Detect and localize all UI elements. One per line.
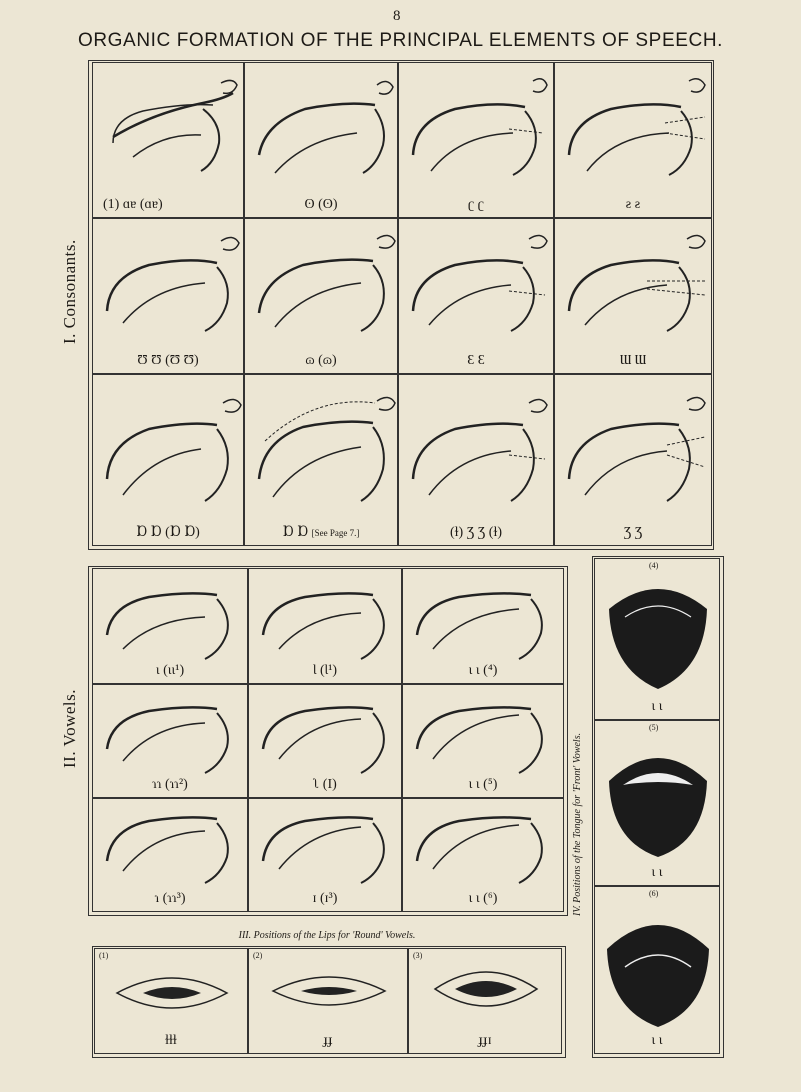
mouth-diagram — [555, 375, 713, 547]
see-page-note: [See Page 7.] — [311, 527, 360, 538]
consonant-caption-1: (1) ɑɐ (ɑɐ) — [103, 197, 163, 212]
mouth-diagram — [399, 63, 555, 219]
vowel-caption-4: ɿɿ (ɿɿ²) — [152, 777, 188, 792]
vowel-cell-5 — [248, 684, 402, 798]
lips-number-1: (1) — [99, 951, 109, 960]
section-label-consonants: I. Consonants. — [60, 239, 79, 344]
section-label-vowels: II. Vowels. — [60, 688, 79, 768]
tongue-number-1: (4) — [649, 561, 659, 570]
vowel-caption-1: ɩ (ɩɩ¹) — [155, 663, 185, 678]
vowel-cell-8 — [248, 798, 402, 912]
vowel-caption-5: ʅ (I) — [313, 777, 337, 792]
tongue-diagram — [595, 887, 721, 1055]
lips-caption: III. Positions of the Lips for 'Round' Vowels. — [238, 930, 416, 941]
consonant-caption-6: ɷ (ɷ) — [305, 353, 337, 368]
consonant-cell-8 — [554, 218, 712, 374]
vowel-cell-7 — [92, 798, 248, 912]
mouth-diagram — [399, 375, 555, 547]
vowel-cell-4 — [92, 684, 248, 798]
lips-label-2: ɟɟ — [323, 1033, 333, 1048]
lips-cell-1 — [94, 948, 248, 1054]
tongue-diagram — [595, 721, 721, 887]
mouth-diagram — [245, 63, 399, 219]
vowel-cell-9 — [402, 798, 564, 912]
consonant-caption-2: ʘ (ʘ) — [304, 197, 338, 212]
tongue-number-3: (6) — [649, 889, 659, 898]
page-title: ORGANIC FORMATION OF THE PRINCIPAL ELEMENTS OF SPEECH. — [77, 30, 724, 51]
consonant-cell-4 — [554, 62, 712, 218]
consonant-cell-1 — [92, 62, 244, 218]
consonant-caption-9: Ɒ Ɒ (Ɒ Ɒ) — [136, 525, 200, 540]
tongue-caption: IV. Positions of the Tongue for 'Front' Vowels. — [572, 732, 583, 916]
consonant-cell-3 — [398, 62, 554, 218]
vowel-cell-3 — [402, 568, 564, 684]
consonant-caption-3: ʗ ʗ — [468, 197, 484, 212]
mouth-diagram — [245, 375, 399, 547]
mouth-diagram — [555, 63, 713, 219]
consonant-cell-12 — [554, 374, 712, 546]
vowel-caption-3: ɩ ɩ (⁴) — [468, 663, 498, 678]
mouth-diagram — [245, 219, 399, 375]
vowel-cell-1 — [92, 568, 248, 684]
consonant-cell-2 — [244, 62, 398, 218]
tongue-cell-3 — [594, 886, 720, 1054]
mouth-diagram — [93, 63, 245, 219]
consonant-cell-11 — [398, 374, 554, 546]
vowel-caption-9: ɩ ɩ (⁶) — [468, 891, 498, 906]
tongue-label-1: ɩ ɩ — [651, 699, 663, 714]
lips-number-3: (3) — [413, 951, 423, 960]
consonant-cell-7 — [398, 218, 554, 374]
consonant-caption-12: Ʒ Ʒ — [623, 525, 643, 540]
lips-number-2: (2) — [253, 951, 263, 960]
page-number: 8 — [393, 8, 401, 24]
consonant-caption-4: ƨ ƨ — [625, 197, 641, 212]
tongue-label-3: ɩ ɩ — [651, 1033, 663, 1048]
tongue-number-2: (5) — [649, 723, 659, 732]
mouth-diagram — [93, 375, 245, 547]
consonant-caption-7: Ɛ Ɛ — [467, 353, 485, 368]
tongue-label-2: ɩ ɩ — [651, 865, 663, 880]
lips-cell-2 — [248, 948, 408, 1054]
vowel-caption-2: Ɩ (Ɩ¹) — [312, 663, 338, 678]
caption-text: Ɒ Ɒ — [282, 525, 309, 540]
consonant-cell-9 — [92, 374, 244, 546]
lips-label-1: ɫɫɫ — [165, 1033, 177, 1048]
tongue-cell-2 — [594, 720, 720, 886]
consonant-caption-5: Ʊ Ʊ (Ʊ Ʊ) — [137, 353, 199, 368]
vowel-cell-6 — [402, 684, 564, 798]
consonant-cell-10 — [244, 374, 398, 546]
mouth-diagram — [93, 219, 245, 375]
mouth-diagram — [555, 219, 713, 375]
mouth-diagram — [399, 219, 555, 375]
consonant-caption-11: (ɫ) Ʒ Ʒ (ɫ) — [449, 525, 503, 540]
lips-cell-3 — [408, 948, 562, 1054]
lips-label-3: ɟɟɪ — [478, 1033, 492, 1048]
tongue-cell-1 — [594, 558, 720, 720]
vowel-cell-2 — [248, 568, 402, 684]
tongue-diagram — [595, 559, 721, 721]
vowel-caption-7: ɿ (ɿɿ³) — [154, 891, 186, 906]
consonant-caption-8: Ɯ Ɯ — [619, 353, 647, 368]
vowel-caption-6: ɩ ɩ (⁵) — [468, 777, 498, 792]
consonant-caption-10 — [245, 524, 397, 541]
consonant-cell-5 — [92, 218, 244, 374]
vowel-caption-8: ɪ (ɪ³) — [312, 891, 338, 906]
consonant-cell-6 — [244, 218, 398, 374]
